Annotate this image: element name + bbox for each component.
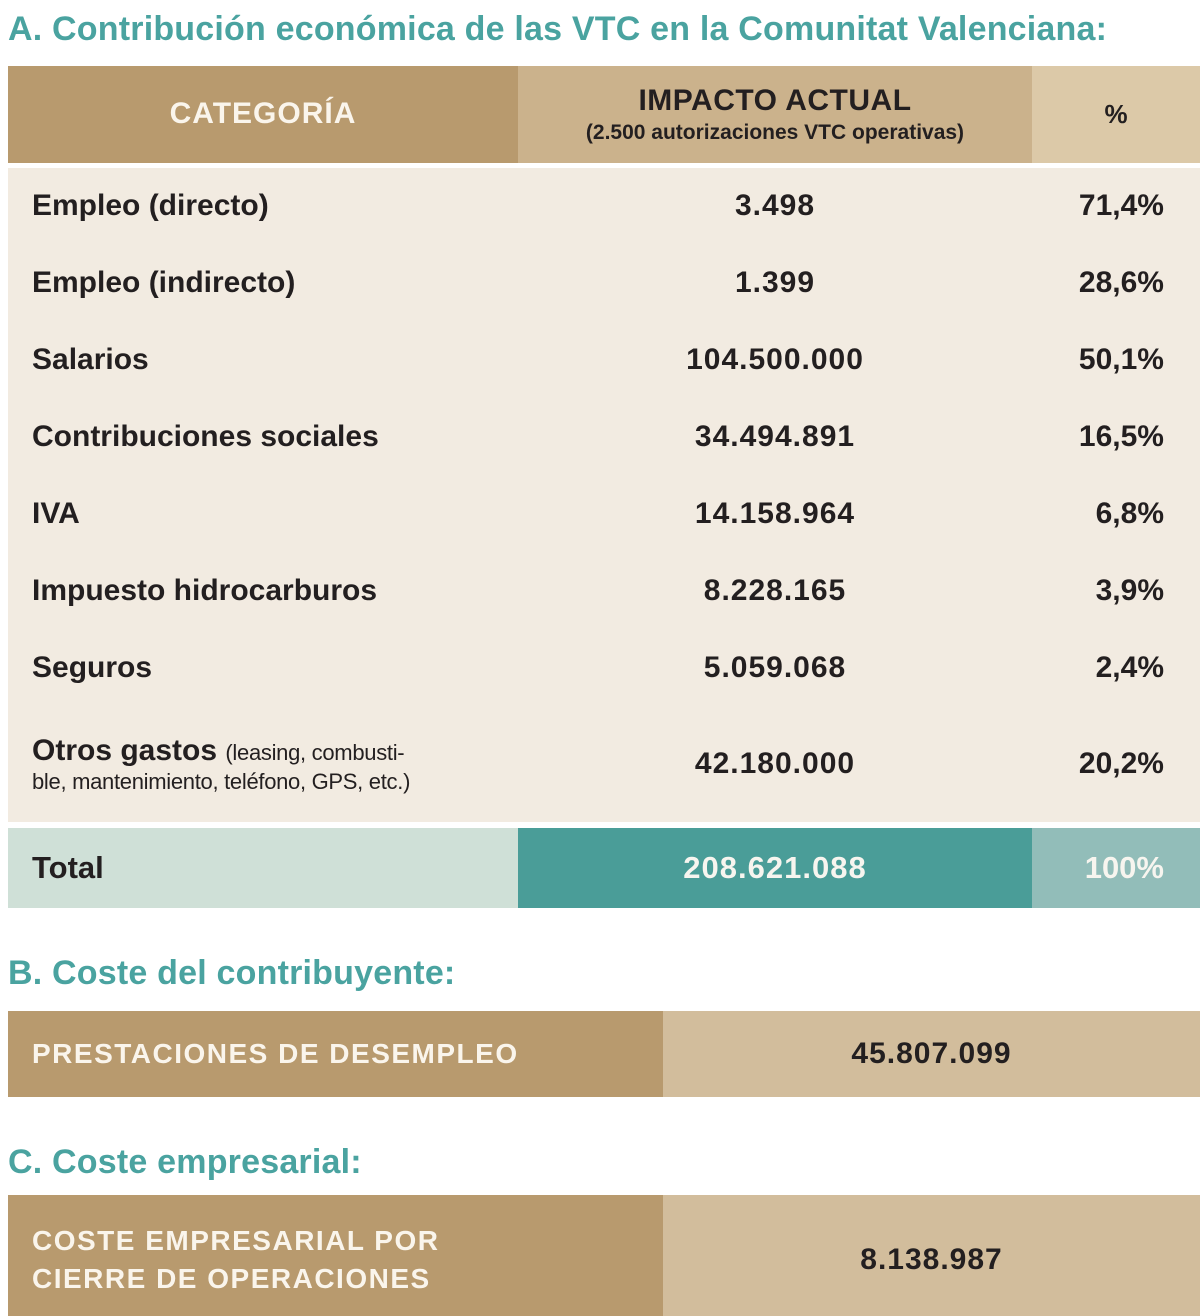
row-value: 14.158.964: [694, 497, 856, 531]
row-value: 1.399: [734, 266, 816, 300]
row-percent: 2,4%: [1095, 651, 1164, 685]
row-category: [8, 733, 518, 795]
table-c: [8, 1195, 1200, 1316]
table-a-total-row: [8, 828, 1200, 908]
total-value: 208.621.088: [518, 828, 1032, 908]
table-c-value: 8.138.987: [663, 1195, 1200, 1316]
row-percent: 3,9%: [1095, 574, 1164, 608]
table-c-label-line2: CIERRE DE OPERACIONES: [32, 1262, 431, 1294]
table-c-label: [8, 1195, 663, 1316]
table-a-body: [8, 168, 1200, 822]
row-value: 3.498: [734, 189, 816, 223]
row-percent: 71,4%: [1078, 189, 1164, 223]
header-cell-percent: %: [1032, 66, 1200, 163]
row-value: 42.180.000: [694, 747, 856, 781]
table-b-value: 45.807.099: [663, 1011, 1200, 1097]
table-row-empleo-directo: [8, 168, 1200, 245]
row-category: Impuesto hidrocarburos: [32, 574, 378, 608]
row-percent: 16,5%: [1078, 420, 1164, 454]
row-value: 5.059.068: [703, 651, 847, 685]
row-category: Empleo (indirecto): [32, 266, 296, 300]
total-percent: 100%: [1032, 828, 1200, 908]
otros-gastos-note-line2: ble, mantenimiento, teléfono, GPS, etc.): [32, 768, 411, 794]
table-b-label-text: PRESTACIONES DE DESEMPLEO: [32, 1038, 519, 1070]
table-a-header-row: [8, 66, 1200, 163]
table-b: [8, 1011, 1200, 1097]
table-a: [8, 66, 1200, 908]
row-value: 8.228.165: [703, 574, 847, 608]
row-percent: 6,8%: [1095, 497, 1164, 531]
otros-gastos-line1: [32, 733, 518, 769]
row-category: IVA: [32, 497, 80, 531]
row-category: Empleo (directo): [32, 189, 269, 223]
otros-gastos-label: Otros gastos: [32, 733, 218, 767]
table-row-otros-gastos: [8, 707, 1200, 822]
table-c-label-line1: COSTE EMPRESARIAL POR: [32, 1224, 440, 1256]
page: [0, 6, 1200, 1316]
section-a-title: A. Contribución económica de las VTC en la Comunitat Valenciana:: [8, 10, 1108, 48]
row-percent: 20,2%: [1078, 747, 1164, 781]
table-row-contribuciones-sociales: [8, 399, 1200, 476]
impacto-actual-title: IMPACTO ACTUAL: [638, 83, 912, 117]
table-row-seguros: [8, 630, 1200, 707]
section-b-title: B. Coste del contribuyente:: [8, 953, 456, 992]
otros-gastos-note-line1: (leasing, combusti-: [225, 739, 405, 765]
table-row-iva: [8, 476, 1200, 553]
row-category: Contribuciones sociales: [32, 420, 379, 454]
row-value: 34.494.891: [694, 420, 856, 454]
table-b-label: [8, 1011, 663, 1097]
row-category: Seguros: [32, 651, 153, 685]
row-category: Salarios: [32, 343, 149, 377]
row-percent: 28,6%: [1078, 266, 1164, 300]
table-row-impuesto-hidrocarburos: [8, 553, 1200, 630]
table-row-salarios: [8, 322, 1200, 399]
header-cell-categoria: CATEGORÍA: [8, 66, 518, 163]
total-label: Total: [8, 828, 518, 908]
row-value: 104.500.000: [686, 343, 864, 377]
header-cell-impacto-actual: [518, 66, 1032, 163]
table-row-empleo-indirecto: [8, 245, 1200, 322]
row-percent: 50,1%: [1078, 343, 1164, 377]
impacto-actual-subtitle: (2.500 autorizaciones VTC operativas): [585, 120, 965, 144]
section-c-title: C. Coste empresarial:: [8, 1143, 362, 1182]
